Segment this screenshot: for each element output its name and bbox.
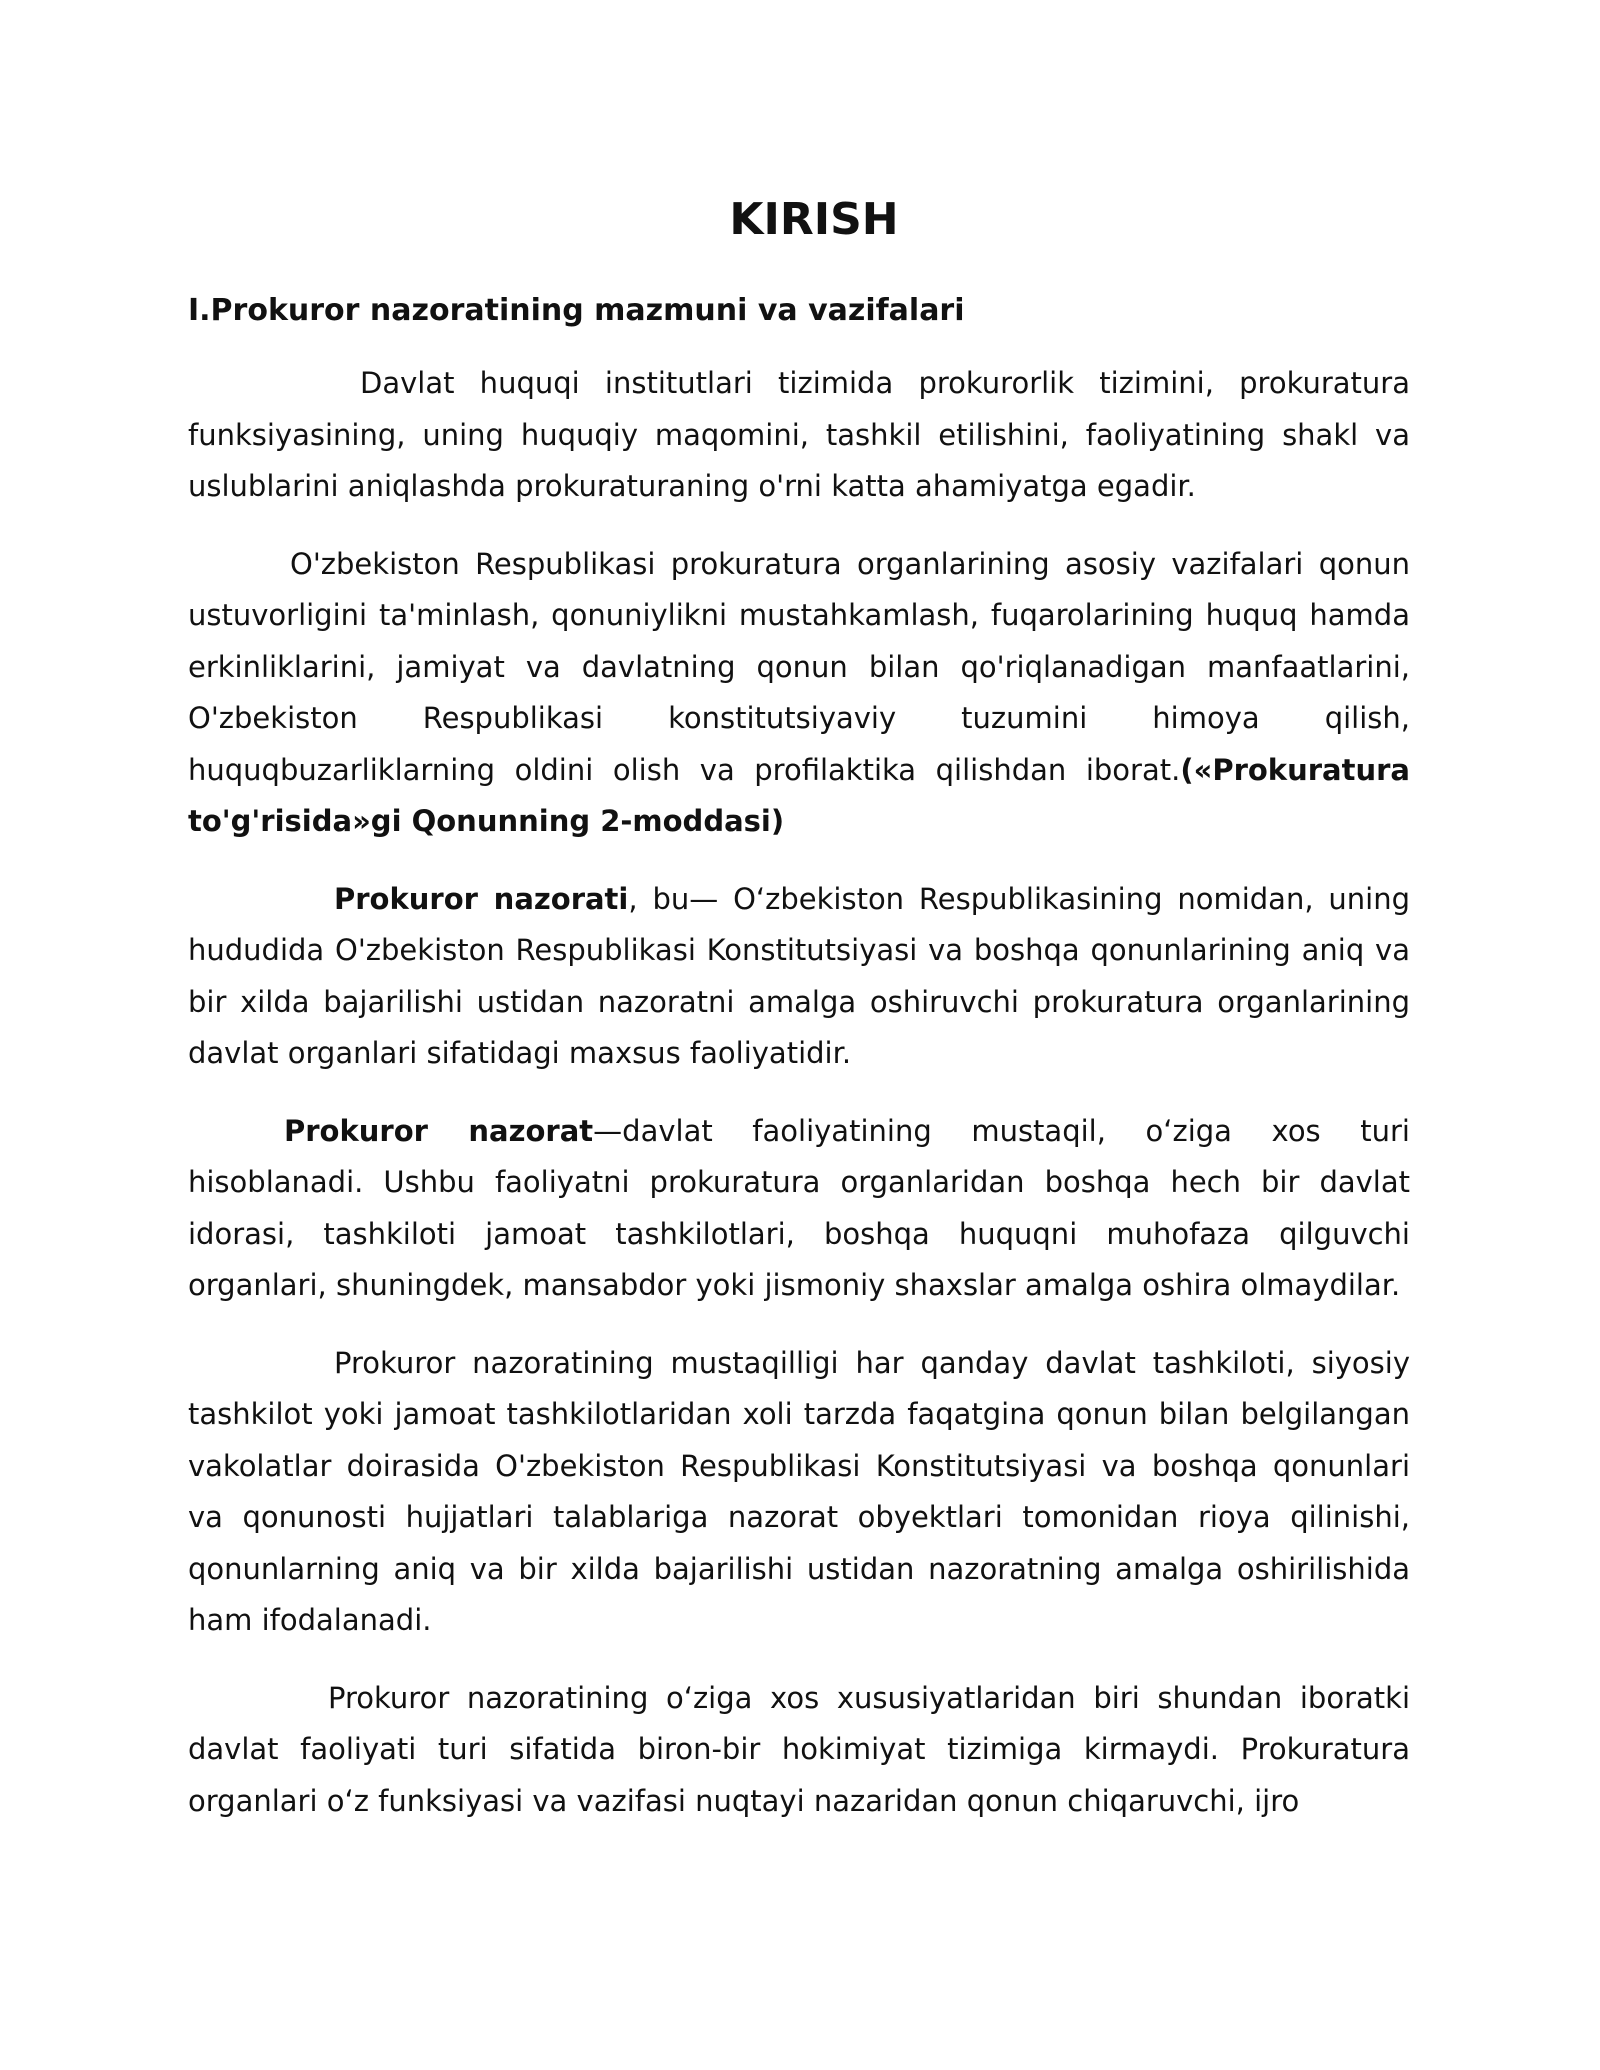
paragraph-1-text: Davlat huquqi institutlari tizimida prokurorlik tizimini, prokuratura funksiyasining, uning huquqiy maqomini, tashkil etilishini, faoliyatining shakl va uslublarini aniqlashda prokuraturaning o'rni katta ahamiyatga egadir. [188, 366, 1410, 503]
paragraph-3-text: , bu— O‘zbekiston Respublikasining nomidan, uning hududida O'zbekiston Respublikasi Konstitutsiyasi va boshqa qonunlarining aniq va bir xilda bajarilishi ustidan nazoratni amalga oshiruvchi prokuratura organlarining davlat organlari sifatidagi maxsus faoliyatidir. [188, 881, 1410, 1070]
paragraph-3-term: Prokuror nazorati [334, 881, 629, 916]
paragraph-2-text: O'zbekiston Respublikasi prokuratura organlarining asosiy vazifalari qonun ustuvorligini ta'minlash, qonuniylikni mustahkamlash, fuqarolarining huquq hamda erkinliklarini, jamiyat va davlatning qonun bilan qo'riqlanadigan manfaatlarini, O'zbekiston Respublikasi konstitutsiyaviy tuzumini himoya qilish, huquqbuzarliklarning oldini olish va profilaktika qilishdan iborat. [188, 546, 1410, 787]
paragraph-4 [188, 1106, 1410, 1312]
document-title: KIRISH [729, 194, 899, 245]
paragraph-1 [188, 358, 1410, 513]
document-page [188, 190, 1410, 1853]
paragraph-6 [188, 1673, 1410, 1828]
paragraph-6-text: Prokuror nazoratining o‘ziga xos xususiyatlaridan biri shundan iboratki davlat faoliyati turi sifatida biron-bir hokimiyat tizimiga kirmaydi. Prokuratura organlari o‘z funksiyasi va vazifasi nuqtayi nazaridan qonun chiqaruvchi, ijro [188, 1680, 1410, 1818]
paragraph-5-text: Prokuror nazoratining mustaqilligi har qanday davlat tashkiloti, siyosiy tashkilot yoki jamoat tashkilotlaridan xoli tarzda faqatgina qonun bilan belgilangan vakolatlar doirasida O'zbekiston Respublikasi Konstitutsiyasi va boshqa qonunlari va qonunosti hujjatlari talablariga nazorat obyektlari tomonidan rioya qilinishi, qonunlarning aniq va bir xilda bajarilishi ustidan nazoratning amalga oshirilishida ham ifodalanadi. [188, 1345, 1410, 1637]
paragraph-2-law-reference: («Prokuratura to'g'risida»gi Qonunning 2-moddasi) [188, 752, 1410, 838]
paragraph-4-term: Prokuror nazorat [284, 1113, 594, 1148]
paragraph-3 [188, 874, 1410, 1080]
paragraph-4-text: —davlat faoliyatining mustaqil, o‘ziga xos turi hisoblanadi. Ushbu faoliyatni prokuratura organlaridan boshqa hech bir davlat idorasi, tashkiloti jamoat tashkilotlari, boshqa huquqni muhofaza qilguvchi organlari, shuningdek, mansabdor yoki jismoniy shaxslar amalga oshira olmaydilar. [188, 1113, 1410, 1302]
paragraph-2 [188, 539, 1410, 848]
paragraph-5 [188, 1338, 1410, 1647]
section-heading: I.Prokuror nazoratining mazmuni va vazifalari [188, 293, 965, 328]
